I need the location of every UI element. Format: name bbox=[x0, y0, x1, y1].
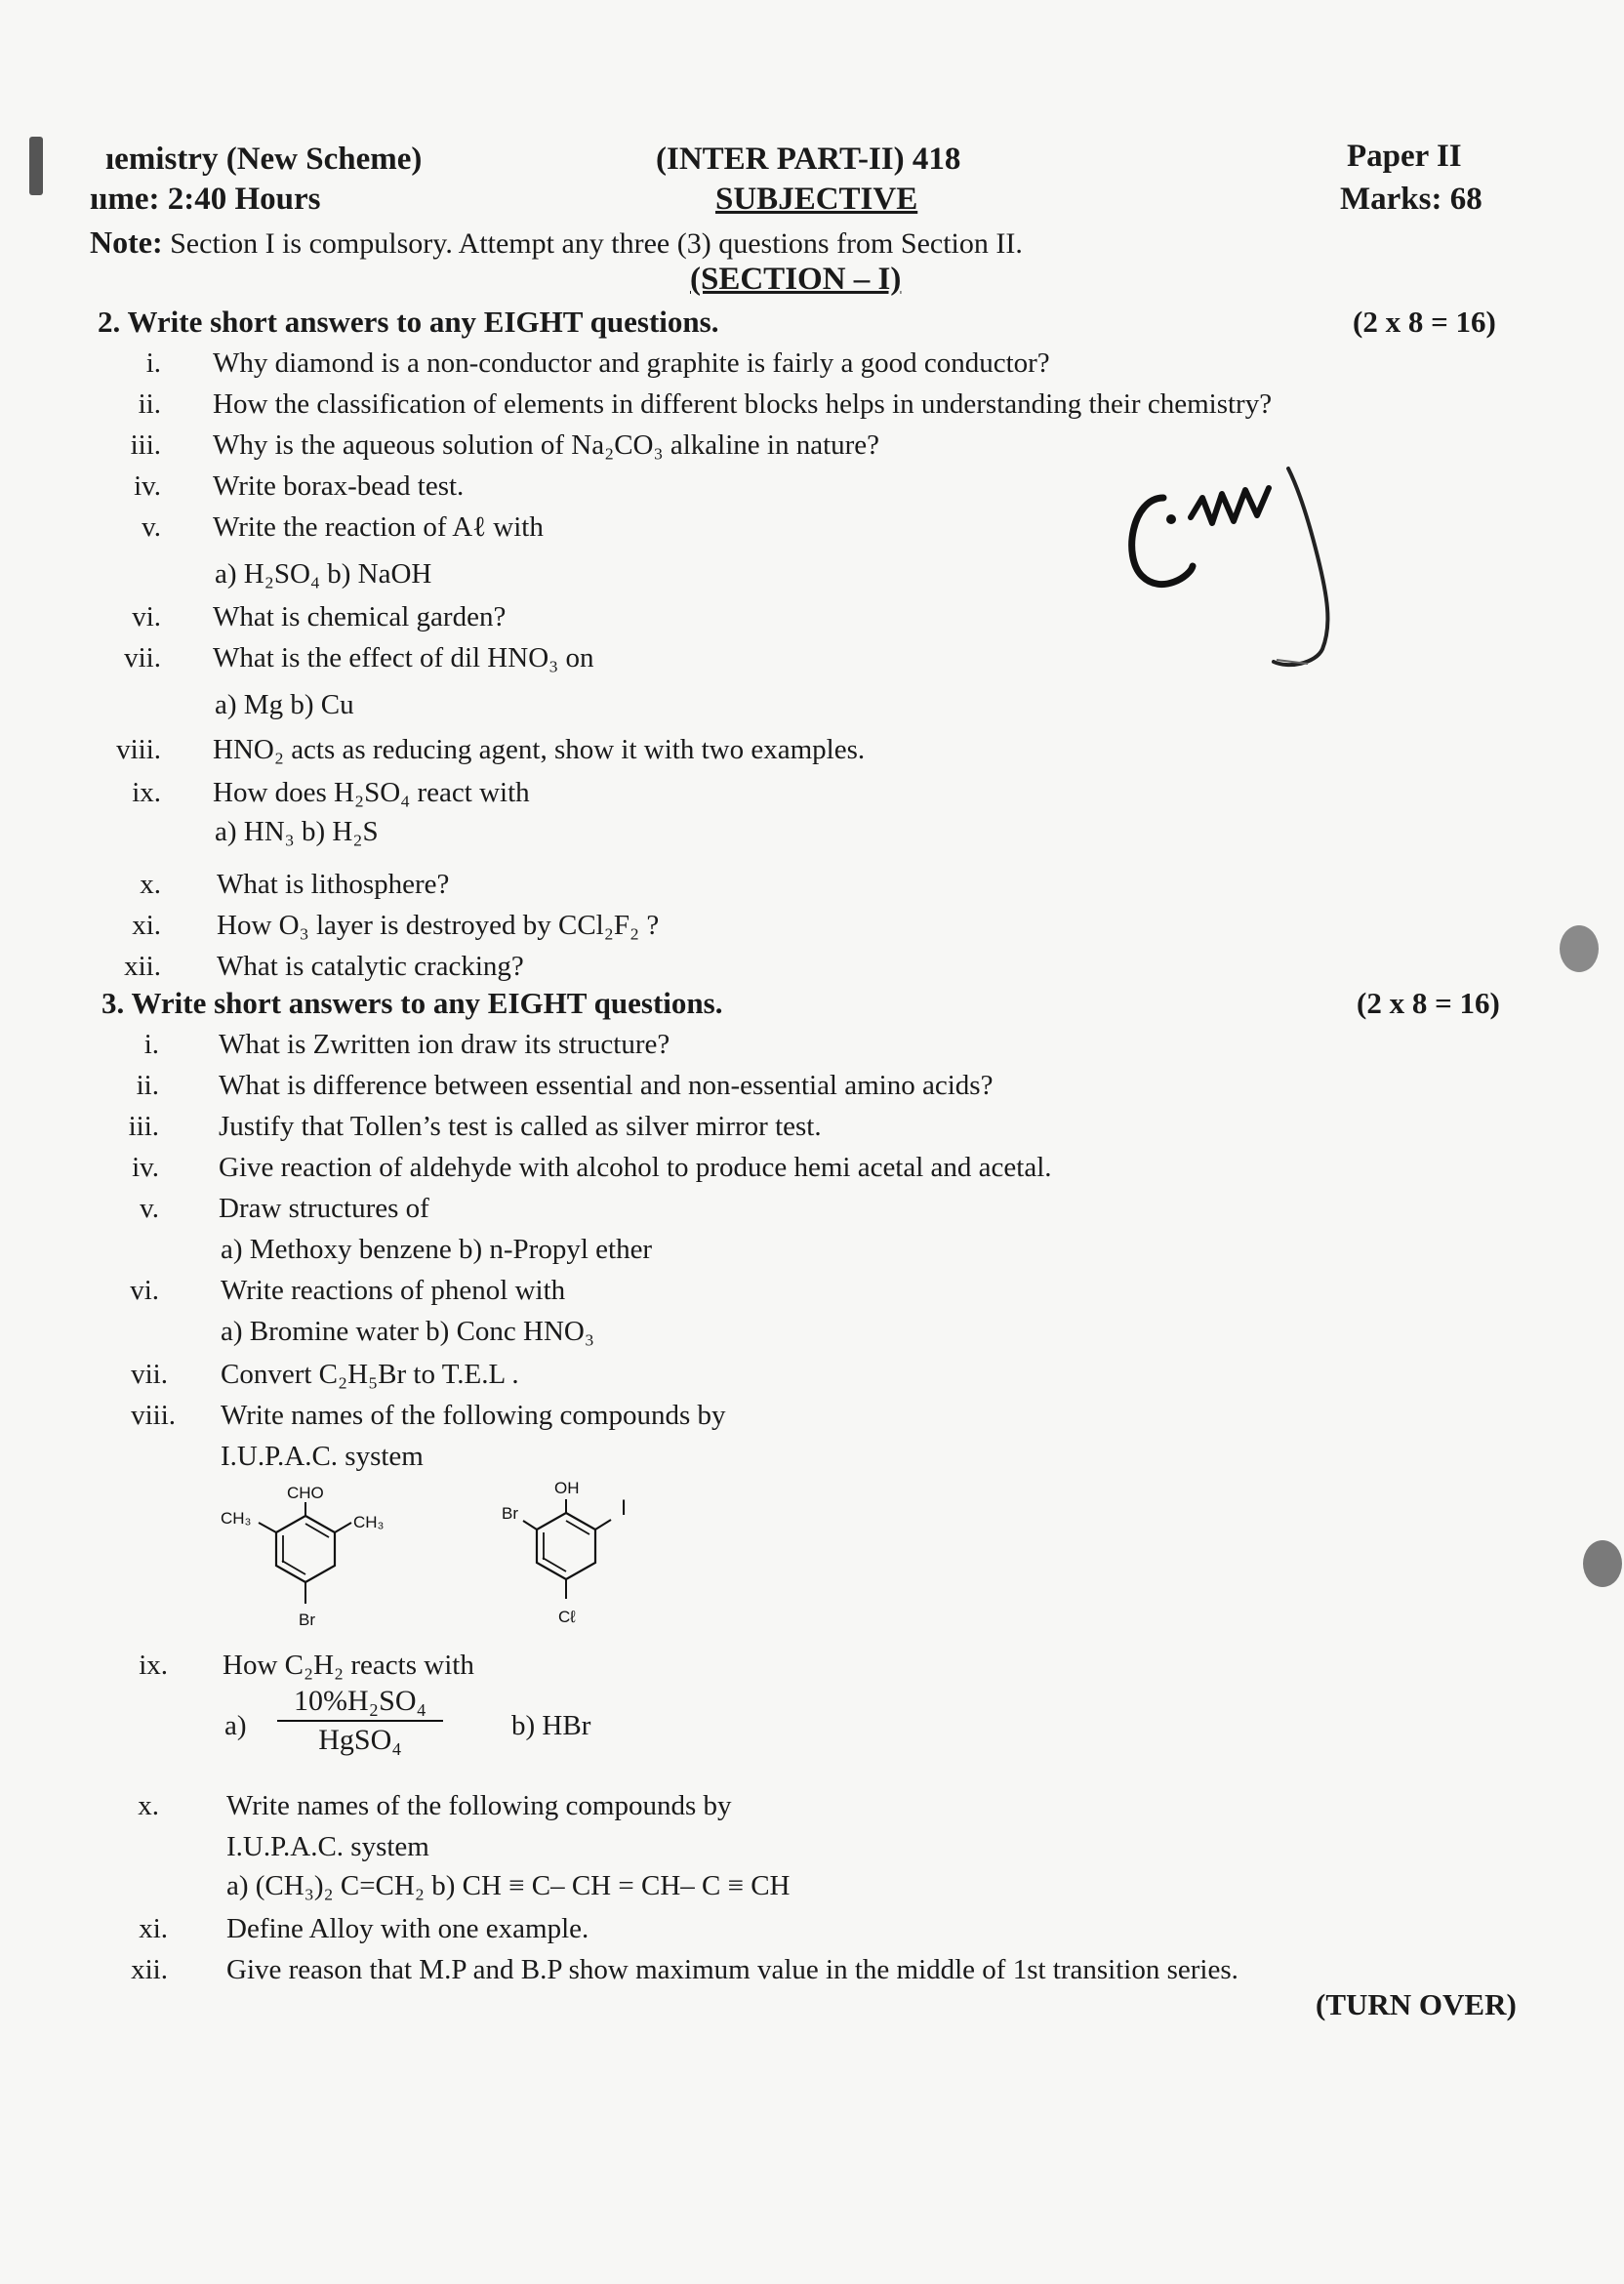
q3-num: x. bbox=[138, 1790, 159, 1821]
q3-text: Draw structures of bbox=[219, 1193, 429, 1224]
fraction-bottom: HgSO₄ bbox=[318, 1724, 402, 1756]
q3-num: iii. bbox=[128, 1111, 159, 1142]
note-label: Note: bbox=[90, 224, 163, 260]
q2-num: x. bbox=[140, 869, 161, 900]
subjective-label: SUBJECTIVE bbox=[715, 182, 918, 217]
q2-title: 2. Write short answers to any EIGHT questions. bbox=[98, 305, 719, 339]
q2-text: HNO₂ acts as reducing agent, show it with two examples. bbox=[213, 734, 866, 765]
note-line bbox=[90, 224, 1023, 261]
q3-num: iv. bbox=[132, 1152, 159, 1183]
marks-label: Marks: 68 bbox=[1340, 182, 1482, 217]
fraction-bar bbox=[277, 1720, 443, 1722]
q3-num: v. bbox=[140, 1193, 159, 1224]
q2-num: iv. bbox=[134, 470, 161, 502]
q3-ix-b: b) HBr bbox=[511, 1710, 591, 1741]
q2-text: Write borax-bead test. bbox=[213, 470, 465, 502]
q2-subparts: a) Mg b) Cu bbox=[215, 689, 354, 720]
q3-subparts: a) Bromine water b) Conc HNO₃ bbox=[221, 1316, 594, 1347]
q3-num: i. bbox=[143, 1029, 159, 1060]
q2-num: i. bbox=[145, 347, 161, 379]
struct2-top-label: OH bbox=[554, 1479, 580, 1497]
q2-text: Why is the aqueous solution of Na₂CO₃ alkaline in nature? bbox=[213, 429, 880, 461]
q2-text: How the classification of elements in different blocks helps in understanding their chemistry? bbox=[213, 388, 1273, 420]
handwritten-signature bbox=[1113, 429, 1444, 683]
q2-num: xii. bbox=[124, 951, 161, 982]
struct1-left-label: CH₃ bbox=[221, 1509, 252, 1528]
q2-text: What is catalytic cracking? bbox=[217, 951, 524, 982]
struct2-bottom-label: Cℓ bbox=[558, 1608, 576, 1626]
punch-hole-1 bbox=[1560, 925, 1599, 972]
time-label: ııme: 2:40 Hours bbox=[90, 182, 321, 217]
q3-text: What is difference between essential and non-essential amino acids? bbox=[219, 1070, 994, 1101]
q3-text: What is Zwritten ion draw its structure? bbox=[219, 1029, 670, 1060]
q3-text-line2: I.U.P.A.C. system bbox=[226, 1831, 429, 1862]
q3-num: vii. bbox=[131, 1359, 168, 1390]
q2-text: What is chemical garden? bbox=[213, 601, 507, 632]
q3-text: Give reaction of aldehyde with alcohol to produce hemi acetal and acetal. bbox=[219, 1152, 1052, 1183]
q3-num: xi. bbox=[139, 1913, 168, 1944]
q3-text: Write reactions of phenol with bbox=[221, 1275, 566, 1306]
turn-over-label: (TURN OVER) bbox=[1316, 1987, 1517, 2021]
q2-subparts: a) HN₃ b) H₂S bbox=[215, 816, 379, 847]
q2-subparts: a) H₂SO₄ b) NaOH bbox=[215, 558, 432, 590]
q3-subparts: a) Methoxy benzene b) n-Propyl ether bbox=[221, 1234, 653, 1265]
q2-text: What is lithosphere? bbox=[217, 869, 450, 900]
punch-hole-2 bbox=[1583, 1540, 1622, 1587]
left-edge-mark bbox=[29, 137, 43, 195]
q2-num: ix. bbox=[132, 777, 161, 808]
subject-title: ıemistry (New Scheme) bbox=[105, 142, 423, 177]
q2-num: xi. bbox=[132, 910, 161, 941]
q3-ix-fraction bbox=[277, 1685, 443, 1757]
q3-num: ix. bbox=[139, 1650, 168, 1681]
q2-text: How does H₂SO₄ react with bbox=[213, 777, 530, 808]
q2-num: vii. bbox=[124, 642, 161, 673]
q3-text: Define Alloy with one example. bbox=[226, 1913, 589, 1944]
q3-text: Write names of the following compounds by bbox=[221, 1400, 726, 1431]
q3-text: Justify that Tollen’s test is called as silver mirror test. bbox=[219, 1111, 822, 1142]
structure-1-benzaldehyde bbox=[205, 1479, 420, 1635]
q3-subparts: a) (CH₃)₂ C=CH₂ b) CH ≡ C– CH = CH– C ≡ CH bbox=[226, 1870, 791, 1901]
q2-text: Write the reaction of Aℓ with bbox=[213, 511, 544, 543]
exam-title: (INTER PART-II) 418 bbox=[656, 142, 961, 177]
struct1-top-label: CHO bbox=[287, 1484, 324, 1502]
q3-num: viii. bbox=[131, 1400, 176, 1431]
q3-title: 3. Write short answers to any EIGHT questions. bbox=[102, 986, 723, 1020]
q3-marks: (2 x 8 = 16) bbox=[1357, 986, 1500, 1020]
q2-num: iii. bbox=[130, 429, 161, 461]
fraction-top: 10%H₂SO₄ bbox=[294, 1685, 426, 1717]
q2-text: How O₃ layer is destroyed by CCl₂F₂ ? bbox=[217, 910, 660, 941]
struct1-bottom-label: Br bbox=[299, 1611, 315, 1629]
q3-num: ii. bbox=[136, 1070, 159, 1101]
q2-num: viii. bbox=[116, 734, 161, 765]
q3-num: xii. bbox=[131, 1954, 168, 1985]
struct2-left-label: Br bbox=[502, 1504, 518, 1523]
q3-text-line2: I.U.P.A.C. system bbox=[221, 1441, 424, 1472]
q2-text: What is the effect of dil HNO₃ on bbox=[213, 642, 594, 673]
q2-num: v. bbox=[142, 511, 161, 543]
q3-text: Convert C₂H₅Br to T.E.L . bbox=[221, 1359, 519, 1390]
q3-text: Write names of the following compounds by bbox=[226, 1790, 732, 1821]
note-text: Section I is compulsory. Attempt any three (3) questions from Section II. bbox=[170, 227, 1023, 260]
struct1-right-label: CH₃ bbox=[353, 1513, 385, 1531]
q2-text: Why diamond is a non-conductor and graphite is fairly a good conductor? bbox=[213, 347, 1050, 379]
q3-num: vi. bbox=[130, 1275, 159, 1306]
section-heading: (SECTION – I) bbox=[690, 262, 902, 297]
struct2-right-label: I bbox=[621, 1495, 628, 1520]
q3-ix-a: a) bbox=[224, 1710, 247, 1741]
q3-text: How C₂H₂ reacts with bbox=[223, 1650, 474, 1681]
structure-2-phenol bbox=[488, 1474, 664, 1640]
q2-num: vi. bbox=[132, 601, 161, 632]
q2-marks: (2 x 8 = 16) bbox=[1353, 305, 1496, 339]
q2-num: ii. bbox=[138, 388, 161, 420]
q3-text: Give reason that M.P and B.P show maximum value in the middle of 1st transition series. bbox=[226, 1954, 1238, 1985]
paper-label: Paper II bbox=[1347, 139, 1462, 174]
